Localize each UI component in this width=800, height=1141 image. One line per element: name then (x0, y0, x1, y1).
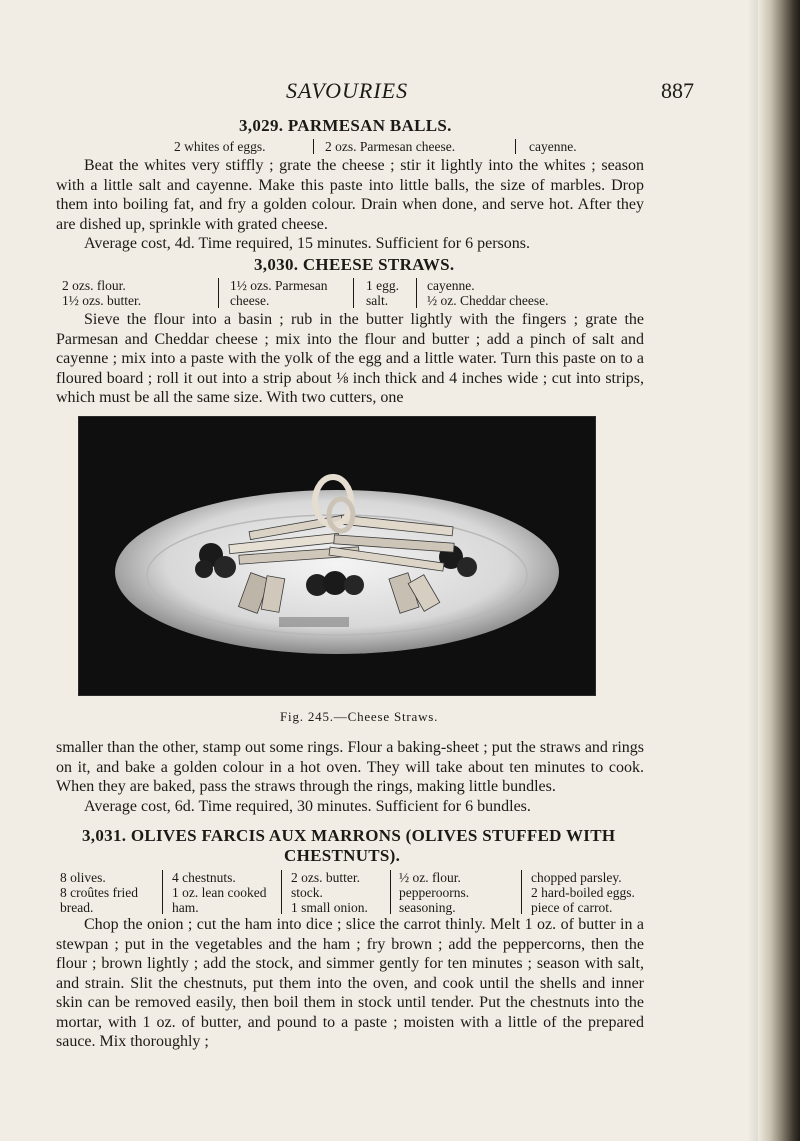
ingredient: stock. (291, 885, 323, 900)
figure-cheese-straws (78, 416, 596, 696)
ingredient: 1½ ozs. butter. (62, 293, 142, 308)
page-header (56, 78, 694, 106)
recipe-3030-method-part-1: Sieve the flour into a basin ; rub in the butter lightly with the fingers ; grate the Parmesan and Cheddar cheese ; mix into the flour and butter ; add a pinch of salt and cayenne ; mix into a paste with the yolk of the egg and a little water. Turn this paste on to a floured board ; roll it out into a strip about ⅛ inch thick and 4 inches wide ; cut into strips, which must be all the same size. With two cutters, one (56, 311, 644, 406)
ingredient: 8 croûtes fried (60, 885, 138, 900)
recipe-3030-ingredients-col-3 (366, 278, 399, 308)
ingredient-divider (162, 870, 163, 914)
figure-caption: Fig. 245.—Cheese Straws. (280, 709, 439, 724)
recipe-3031-ingredients-col-3 (291, 870, 368, 915)
ingredient-divider (416, 278, 417, 308)
ingredient: 8 olives. (60, 870, 106, 885)
recipe-3029-ingredient-3: cayenne. (529, 139, 577, 154)
ingredient: seasoning. (399, 900, 456, 915)
ingredient: salt. (366, 293, 389, 308)
ingredient: 2 ozs. butter. (291, 870, 360, 885)
ingredient-divider (313, 139, 314, 154)
recipe-3029-ingredient-1: 2 whites of eggs. (174, 139, 266, 154)
ingredient: ½ oz. Cheddar cheese. (427, 293, 549, 308)
recipe-3031-title-line-2: CHESTNUTS). (284, 846, 401, 865)
page-number: 887 (661, 78, 694, 103)
running-title: SAVOURIES (286, 78, 409, 103)
recipe-3031-ingredients-col-1 (60, 870, 138, 915)
ingredient-divider (515, 139, 516, 154)
ingredient: bread. (60, 900, 94, 915)
recipe-3029-method: Beat the whites very stiffly ; grate the cheese ; stir it lightly into the whites ; season with a little salt and cayenne. Make this paste into little balls, the size of marbles. Drop them into boiling fat, and fry a golden colour. Drain when done, and serve hot. After they are dished up, sprinkle with grated cheese. (56, 157, 644, 233)
ingredient: chopped parsley. (531, 870, 622, 885)
page-gutter-shadow (748, 0, 758, 1141)
ingredient-divider (521, 870, 522, 914)
recipe-3031-title-line-1: 3,031. OLIVES FARCIS AUX MARRONS (OLIVES STUFFED WITH (82, 826, 616, 845)
ingredient-divider (218, 278, 219, 308)
recipe-3031-method: Chop the onion ; cut the ham into dice ; slice the carrot thinly. Melt 1 oz. of butter in a stewpan ; put in the vegetables and the ham ; fry brown ; add the peppercorns, then the flour ; brown lightly ; add the stock, and simmer gently for ten minutes ; season with salt, and strain. Slit the chestnuts, put them into the oven, and cook until the shells and inner skin can be removed easily, then boil them in stock until tender. Put the chestnuts into the mortar, with 1 oz. of butter, and pound to a paste ; moisten with a little of the prepared sauce. Mix thoroughly ; (56, 916, 644, 1050)
recipe-3030-method-part-2: smaller than the other, stamp out some rings. Flour a baking-sheet ; put the straws and rings on it, and bake a golden colour in a hot oven. They will take about ten minutes to cook. When they are baked, pass the straws through the rings, making little bundles. (56, 739, 644, 795)
ingredient: 1½ ozs. Parmesan (230, 278, 328, 293)
cheese-straws-illustration (79, 417, 595, 695)
recipe-3029-cost: Average cost, 4d. Time required, 15 minutes. Sufficient for 6 persons. (84, 235, 530, 252)
recipe-3029-title: 3,029. PARMESAN BALLS. (239, 116, 452, 135)
ingredient: pepperoorns. (399, 885, 470, 900)
ingredient: ham. (172, 900, 199, 915)
ingredient: 1 small onion. (291, 900, 368, 915)
book-spine (758, 0, 800, 1141)
recipe-3029-ingredient-2: 2 ozs. Parmesan cheese. (325, 139, 456, 154)
ingredient: 1 oz. lean cooked (172, 885, 267, 900)
ingredient-divider (353, 278, 354, 308)
ingredient-divider (281, 870, 282, 914)
ingredient: piece of carrot. (531, 900, 613, 915)
recipe-3031-ingredients-col-2 (172, 870, 266, 915)
ingredient: 4 chestnuts. (172, 870, 236, 885)
recipe-3031-ingredients-col-4 (399, 870, 469, 915)
ingredient-divider (390, 870, 391, 914)
ingredient: ½ oz. flour. (399, 870, 461, 885)
ingredient: 2 ozs. flour. (62, 278, 126, 293)
recipe-3031-ingredients-col-5 (531, 870, 635, 915)
recipe-3030-cost: Average cost, 6d. Time required, 30 minutes. Sufficient for 6 bundles. (84, 798, 531, 815)
ingredient: 2 hard-boiled eggs. (531, 885, 635, 900)
recipe-3030-ingredients-col-2 (230, 278, 327, 308)
ingredient: cayenne. (427, 278, 475, 293)
plate-shadow (279, 617, 349, 627)
recipe-3030-ingredients-col-4 (427, 278, 548, 308)
ingredient: 1 egg. (366, 278, 399, 293)
recipe-3030-ingredients-col-1 (62, 278, 141, 308)
recipe-3030-title: 3,030. CHEESE STRAWS. (254, 255, 455, 274)
ingredient: cheese. (230, 293, 270, 308)
